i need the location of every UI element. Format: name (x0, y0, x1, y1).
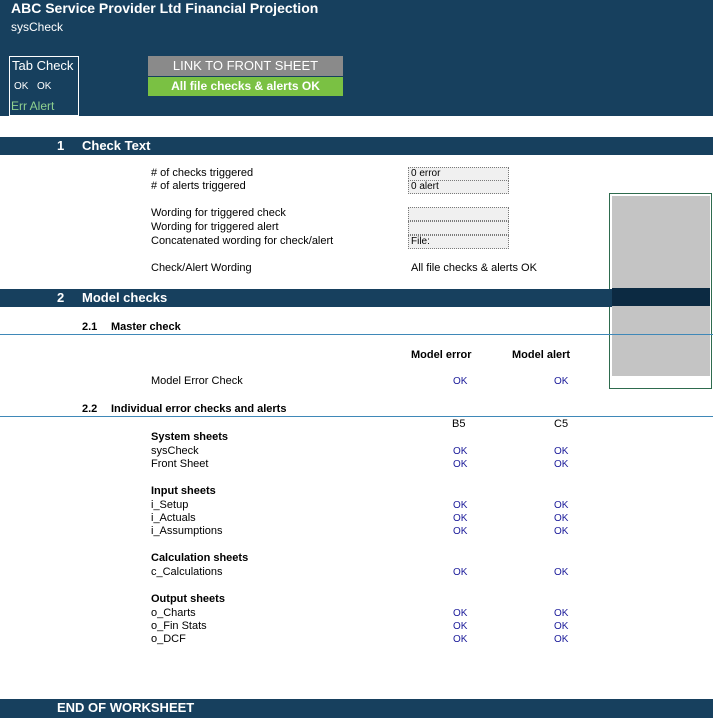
status-banner: All file checks & alerts OK (148, 77, 343, 96)
group-title-output: Output sheets (151, 593, 225, 605)
section-2-number: 2 (57, 290, 65, 305)
individual-checks-number: 2.2 (82, 403, 98, 415)
sheet-row-name: o_DCF (151, 633, 186, 645)
wording-alert-value[interactable] (408, 221, 509, 235)
checks-triggered-value[interactable]: 0 error (408, 167, 509, 181)
section-1-header (0, 137, 713, 155)
sheet-row-error: OK (453, 567, 468, 578)
divider (0, 334, 713, 335)
sheet-row-alert: OK (554, 500, 569, 511)
tab-check-status-1: OK (14, 81, 29, 92)
sheet-row-error: OK (453, 459, 468, 470)
model-error-check-error: OK (453, 376, 468, 387)
model-error-check-label: Model Error Check (151, 375, 243, 387)
master-check-number: 2.1 (82, 321, 98, 333)
col-model-error: Model error (411, 349, 472, 361)
sheet-row-error: OK (453, 621, 468, 632)
sheet-row-name: c_Calculations (151, 566, 223, 578)
sheet-row-name: o_Charts (151, 607, 196, 619)
sheet-row-error: OK (453, 513, 468, 524)
sheet-row-name: Front Sheet (151, 458, 209, 470)
wording-alert-label: Wording for triggered alert (151, 221, 279, 233)
end-of-worksheet-label: END OF WORKSHEET (57, 700, 195, 715)
sheet-row-alert: OK (554, 526, 569, 537)
sheet-row-alert: OK (554, 608, 569, 619)
concatenated-wording-label: Concatenated wording for check/alert (151, 235, 334, 247)
link-to-front-sheet-button[interactable]: LINK TO FRONT SHEET (148, 56, 343, 76)
sheet-row-alert: OK (554, 513, 569, 524)
sheet-row-alert: OK (554, 634, 569, 645)
ref-alert-cell: C5 (554, 418, 569, 430)
sheet-row-error: OK (453, 526, 468, 537)
section-2-title: Model checks (82, 290, 168, 305)
check-alert-wording-value[interactable]: All file checks & alerts OK (411, 262, 537, 274)
sheet-row-name: o_Fin Stats (151, 620, 207, 632)
sheet-row-alert: OK (554, 446, 569, 457)
selection-section-bar (612, 288, 710, 306)
sheet-name: sysCheck (11, 20, 64, 34)
end-of-worksheet-bar (0, 699, 713, 718)
check-alert-wording-label: Check/Alert Wording (151, 262, 252, 274)
wording-check-value[interactable] (408, 207, 509, 221)
sheet-row-alert: OK (554, 621, 569, 632)
header-band (0, 0, 713, 116)
individual-checks-title: Individual error checks and alerts (111, 403, 287, 415)
selection-fill (612, 196, 710, 376)
master-check-title: Master check (111, 321, 181, 333)
sheet-row-alert: OK (554, 459, 569, 470)
page-title: ABC Service Provider Ltd Financial Projection (11, 0, 319, 16)
section-1-title: Check Text (82, 138, 151, 153)
alerts-triggered-value[interactable]: 0 alert (408, 180, 509, 194)
checks-triggered-label: # of checks triggered (151, 167, 254, 179)
sheet-row-alert: OK (554, 567, 569, 578)
model-error-check-alert: OK (554, 376, 569, 387)
sheet-row-error: OK (453, 634, 468, 645)
sheet-row-name: i_Setup (151, 499, 189, 511)
divider (0, 416, 713, 417)
col-model-alert: Model alert (512, 349, 571, 361)
sheet-row-name: i_Assumptions (151, 525, 223, 537)
sheet-row-error: OK (453, 500, 468, 511)
sheet-row-name: i_Actuals (151, 512, 196, 524)
wording-check-label: Wording for triggered check (151, 207, 286, 219)
sheet-row-name: sysCheck (151, 445, 199, 457)
group-title-input: Input sheets (151, 485, 216, 497)
ref-error-cell: B5 (452, 418, 466, 430)
tab-check-err-alert: Err Alert (11, 99, 55, 113)
tab-check-status-2: OK (37, 81, 52, 92)
group-title-calculation: Calculation sheets (151, 552, 249, 564)
section-1-number: 1 (57, 138, 65, 153)
section-2-header (0, 289, 612, 307)
alerts-triggered-label: # of alerts triggered (151, 180, 246, 192)
sheet-row-error: OK (453, 446, 468, 457)
tab-check-title: Tab Check (12, 58, 74, 73)
sheet-row-error: OK (453, 608, 468, 619)
concatenated-wording-value[interactable]: File: (408, 235, 509, 249)
group-title-system: System sheets (151, 431, 229, 443)
